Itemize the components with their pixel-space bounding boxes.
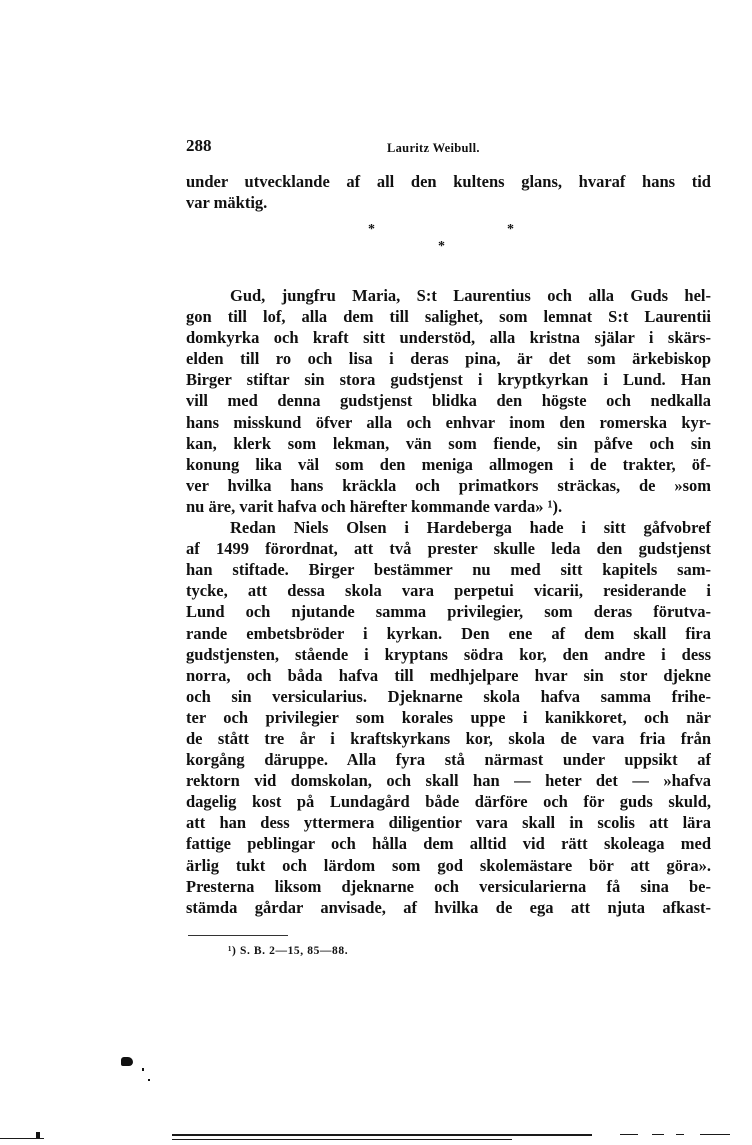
text-line: han stiftade. Birger bestämmer nu med sitt kapitels sam- (186, 560, 711, 580)
text-line: under utvecklande af all den kultens glans, hvaraf hans tid (186, 172, 711, 191)
text-line: de stått tre år i kraftskyrkans kor, skola de vara fria från (186, 728, 711, 748)
text-line: vill med denna gudstjenst blidka den högste och nedkalla (186, 391, 711, 411)
text-line: rande embetsbröder i kyrkan. Den ene af dem skall fira (186, 623, 711, 643)
section-break-asterisk: * (438, 239, 445, 254)
body-text (186, 285, 711, 918)
section-break-asterisk: * (368, 222, 375, 237)
scan-edge-line (652, 1134, 664, 1135)
paragraph-1 (186, 285, 711, 517)
scan-edge-line (676, 1134, 684, 1135)
text-line: korgång däruppe. Alla fyra stå närmast under uppsikt af (186, 750, 711, 770)
text-line: Redan Niels Olsen i Hardeberga hade i sitt gåfvobref (230, 518, 711, 538)
text-line: konung lika väl som den meniga allmogen i de trakter, öf- (186, 454, 711, 474)
running-title: Lauritz Weibull. (387, 141, 480, 155)
text-line: rektorn vid domskolan, och skall han — heter det — »hafva (186, 771, 711, 791)
text-line: dagelig kost på Lundagård både därföre och för guds skuld, (186, 792, 711, 812)
footnote-rule (188, 935, 288, 936)
intro-text (186, 171, 711, 213)
page-number: 288 (186, 136, 212, 155)
text-line: och sin versicularius. Djeknarne skola hafva samma frihe- (186, 686, 711, 706)
paragraph-2 (186, 517, 711, 918)
page-header (186, 136, 710, 160)
text-line: gon till lof, alla dem till salighet, som lemnat S:t Laurentii (186, 307, 711, 327)
text-line: Lund och njutande samma privilegier, som deras förutva- (186, 602, 711, 622)
scan-edge-line (700, 1134, 730, 1135)
ink-speck (148, 1079, 150, 1081)
footnote (228, 945, 348, 957)
scan-edge-line (172, 1139, 512, 1140)
scan-edge-line (0, 1138, 44, 1139)
text-line: nu äre, varit hafva och härefter kommande varda» ¹). (186, 496, 563, 516)
text-line: ärlig tukt och lärdom som god skolemästare bör att göra». (186, 855, 711, 875)
text-line: stämda gårdar anvisade, af hvilka de ega att njuta afkast- (186, 897, 711, 917)
text-line: tycke, att dessa skola vara perpetui vicarii, residerande i (186, 581, 711, 601)
ink-speck (121, 1057, 133, 1066)
text-line: var mäktig. (186, 193, 268, 213)
ink-speck (36, 1132, 40, 1138)
text-line: elden till ro och lisa i deras pina, är det som ärkebiskop (186, 349, 711, 369)
text-line: fattige peblingar och hålla dem alltid vid rätt skoleaga med (186, 834, 711, 854)
text-line: Gud, jungfru Maria, S:t Laurentius och alla Guds hel- (230, 286, 711, 305)
text-line: domkyrka och kraft sitt understöd, alla kristna själar i skärs- (186, 328, 711, 348)
footnote-marker: ¹) (228, 945, 237, 957)
text-line: af 1499 förordnat, att två prester skulle leda den gudstjenst (186, 539, 711, 559)
text-line: hans misskund öfver alla och enhvar inom den romerska kyr- (186, 412, 711, 432)
text-line: norra, och båda hafva till medhjelpare hvar sin stor djekne (186, 665, 711, 685)
text-line: Presterna liksom djeknarne och versicularierna få sina be- (186, 876, 711, 896)
scan-edge-line (620, 1134, 638, 1135)
scan-edge-line (172, 1134, 592, 1136)
text-line: Birger stiftar sin stora gudstjenst i kryptkyrkan i Lund. Han (186, 370, 711, 390)
ink-speck (142, 1068, 144, 1071)
text-line: kan, klerk som lekman, vän som fiende, sin påfve och sin (186, 433, 711, 453)
text-line: att han dess yttermera diligentior vara skall in scolis att lära (186, 813, 711, 833)
section-break-asterisk: * (507, 222, 514, 237)
text-line: ver hvilka hans kräckla och primatkors sträckas, de »som (186, 475, 711, 495)
text-line: ter och privilegier som korales uppe i kanikkoret, och när (186, 707, 711, 727)
text-line: gudstjensten, stående i kryptans södra kor, den andre i dess (186, 644, 711, 664)
footnote-text: S. B. 2—15, 85—88. (239, 945, 349, 957)
